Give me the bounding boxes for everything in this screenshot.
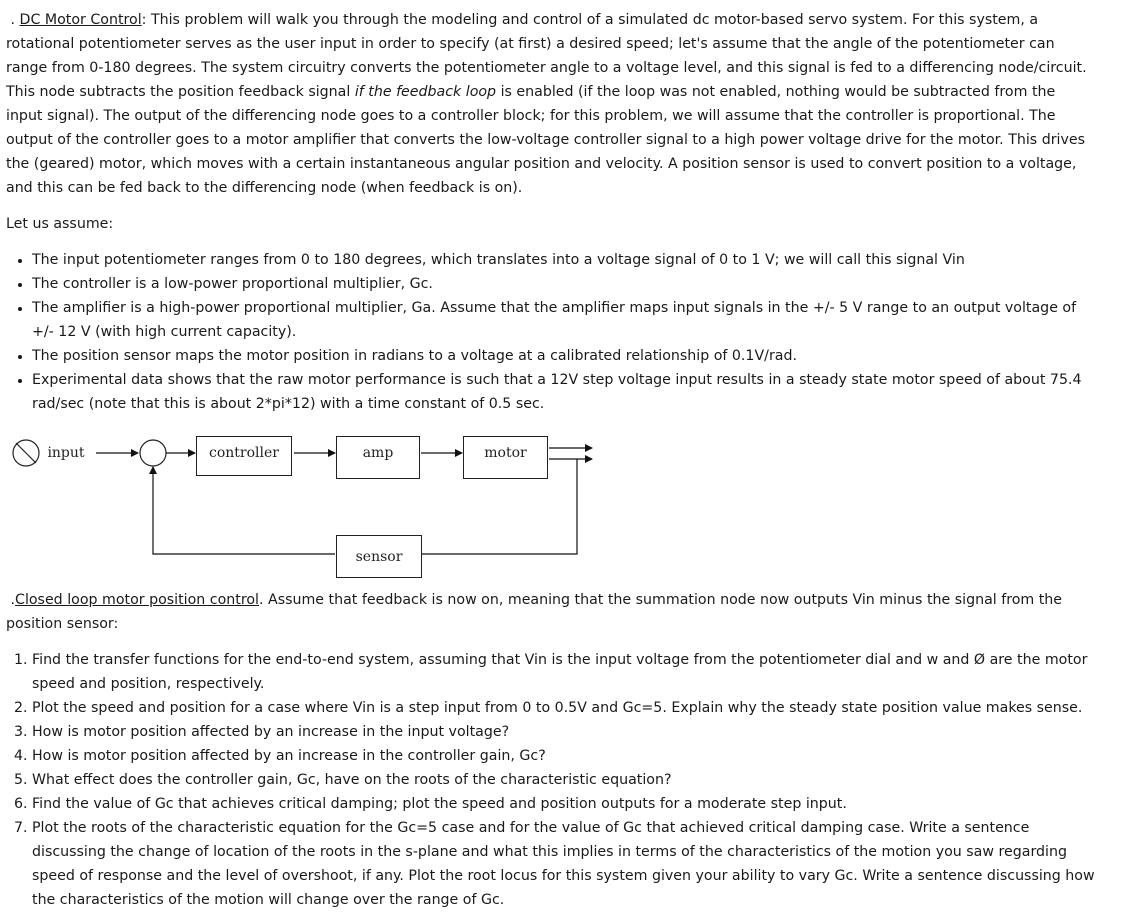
amp-block: amp (336, 436, 420, 479)
closed-loop-text: . Assume that feedback is now on, meaning that the summation node now outputs Vin minus the signal from the position sensor: (6, 592, 1063, 632)
assumption-item: • The position sensor maps the motor position in radians to a voltage at a calibrated relationship of 0.1V/rad. (32, 344, 1096, 368)
sensor-to-sum-arrow (153, 467, 335, 554)
input-label: input (47, 445, 85, 461)
question-item: 4. How is motor position affected by an increase in the controller gain, Gc? (32, 744, 1096, 768)
closed-loop-section (6, 588, 1096, 636)
intro-text-b: is enabled (if the loop was not enabled, nothing would be subtracted from the input signal). The output of the differencing node goes to a controller block; for this problem, we will assume that the controller is proportional. The output of the controller goes to a motor amplifier that converts the low-voltage controller signal to a high power voltage drive for the motor. This drives the (geared) motor, which moves with a certain instantaneous angular position and velocity. A position sensor is used to convert position to a voltage, and this can be fed back to the differencing node (when feedback is on). (6, 84, 1085, 196)
question-item: 2. Plot the speed and position for a case where Vin is a step input from 0 to 0.5V and Gc=5. Explain why the steady state position value makes sense. (32, 696, 1096, 720)
assume-heading: Let us assume: (6, 216, 114, 232)
question-item: 1. Find the transfer functions for the end-to-end system, assuming that Vin is the input voltage from the potentiometer dial and w and Ø are the motor speed and position, respectively. (32, 648, 1096, 696)
questions-list (6, 648, 1096, 912)
intro-text-a: : This problem will walk you through the modeling and control of a simulated dc motor-based servo system. For this system, a rotational potentiometer serves as the user input in order to specify (at first) a desired speed; let's assume that the angle of the potentiometer can range from 0-180 degrees. The system circuitry converts the potentiometer angle to a voltage level, and this signal is fed to a differencing node/circuit. This node subtracts the position feedback signal (6, 12, 1087, 100)
question-item: 6. Find the value of Gc that achieves critical damping; plot the speed and position outputs for a moderate step input. (32, 792, 1096, 816)
closed-loop-title: Closed loop motor position control (15, 592, 259, 608)
motor-block: motor (463, 436, 548, 479)
assumption-item: • The input potentiometer ranges from 0 to 180 degrees, which translates into a voltage signal of 0 to 1 V; we will call this signal Vin (32, 248, 1096, 272)
assumption-item: • The amplifier is a high-power proportional multiplier, Ga. Assume that the amplifier maps input signals in the +/- 5 V range to an output voltage of +/- 12 V (with high current capacity). (32, 296, 1096, 344)
block-diagram (0, 424, 620, 584)
assumption-item: • Experimental data shows that the raw motor performance is such that a 12V step voltage input results in a steady state motor speed of about 75.4 rad/sec (note that this is about 2*pi*12) with a time constant of 0.5 sec. (32, 368, 1096, 416)
questions-section (6, 648, 1096, 912)
question-item: 3. How is motor position affected by an increase in the input voltage? (32, 720, 1096, 744)
question-item: 7. Plot the roots of the characteristic equation for the Gc=5 case and for the value of Gc that achieved critical damping case. Write a sentence discussing the change of location of the roots in the s-plane and what this implies in terms of the characteristics of the motion you saw regarding speed of response and the level of overshoot, if any. Plot the root locus for this system given your ability to vary Gc. Write a sentence discussing how the characteristics of the motion will change over the range of Gc. (32, 816, 1096, 912)
summing-node-icon (140, 440, 166, 466)
intro-text-em: if the feedback loop (354, 84, 497, 100)
intro-section (6, 8, 1096, 200)
assumption-item: • The controller is a low-power proportional multiplier, Gc. (32, 272, 1096, 296)
assumptions-section (6, 248, 1096, 416)
question-item: 5. What effect does the controller gain, Gc, have on the roots of the characteristic equation? (32, 768, 1096, 792)
intro-title: DC Motor Control (19, 12, 142, 28)
assumptions-list (6, 248, 1096, 416)
closed-loop-paragraph: .Closed loop motor position control. Assume that feedback is now on, meaning that the summation node now outputs Vin minus the signal from the position sensor: (6, 592, 1063, 632)
controller-block: controller (196, 436, 292, 476)
sensor-block: sensor (336, 535, 422, 578)
intro-paragraph: . DC Motor Control: This problem will walk you through the modeling and control of a simulated dc motor-based servo system. For this system, a rotational potentiometer serves as the user input in order to specify (at first) a desired speed; let's assume that the angle of the potentiometer can range from 0-180 degrees. The system circuitry converts the potentiometer angle to a voltage level, and this signal is fed to a differencing node/circuit. This node subtracts the position feedback signal if the feedback loop is enabled (if the loop was not enabled, nothing would be subtracted from the input signal). The output of the differencing node goes to a controller block; for this problem, we will assume that the controller is proportional. The output of the controller goes to a motor amplifier that converts the low-voltage controller signal to a high power voltage drive for the motor. This drives the (geared) motor, which moves with a certain instantaneous angular position and velocity. A position sensor is used to convert position to a voltage, and this can be fed back to the differencing node (when feedback is on). (6, 12, 1087, 196)
